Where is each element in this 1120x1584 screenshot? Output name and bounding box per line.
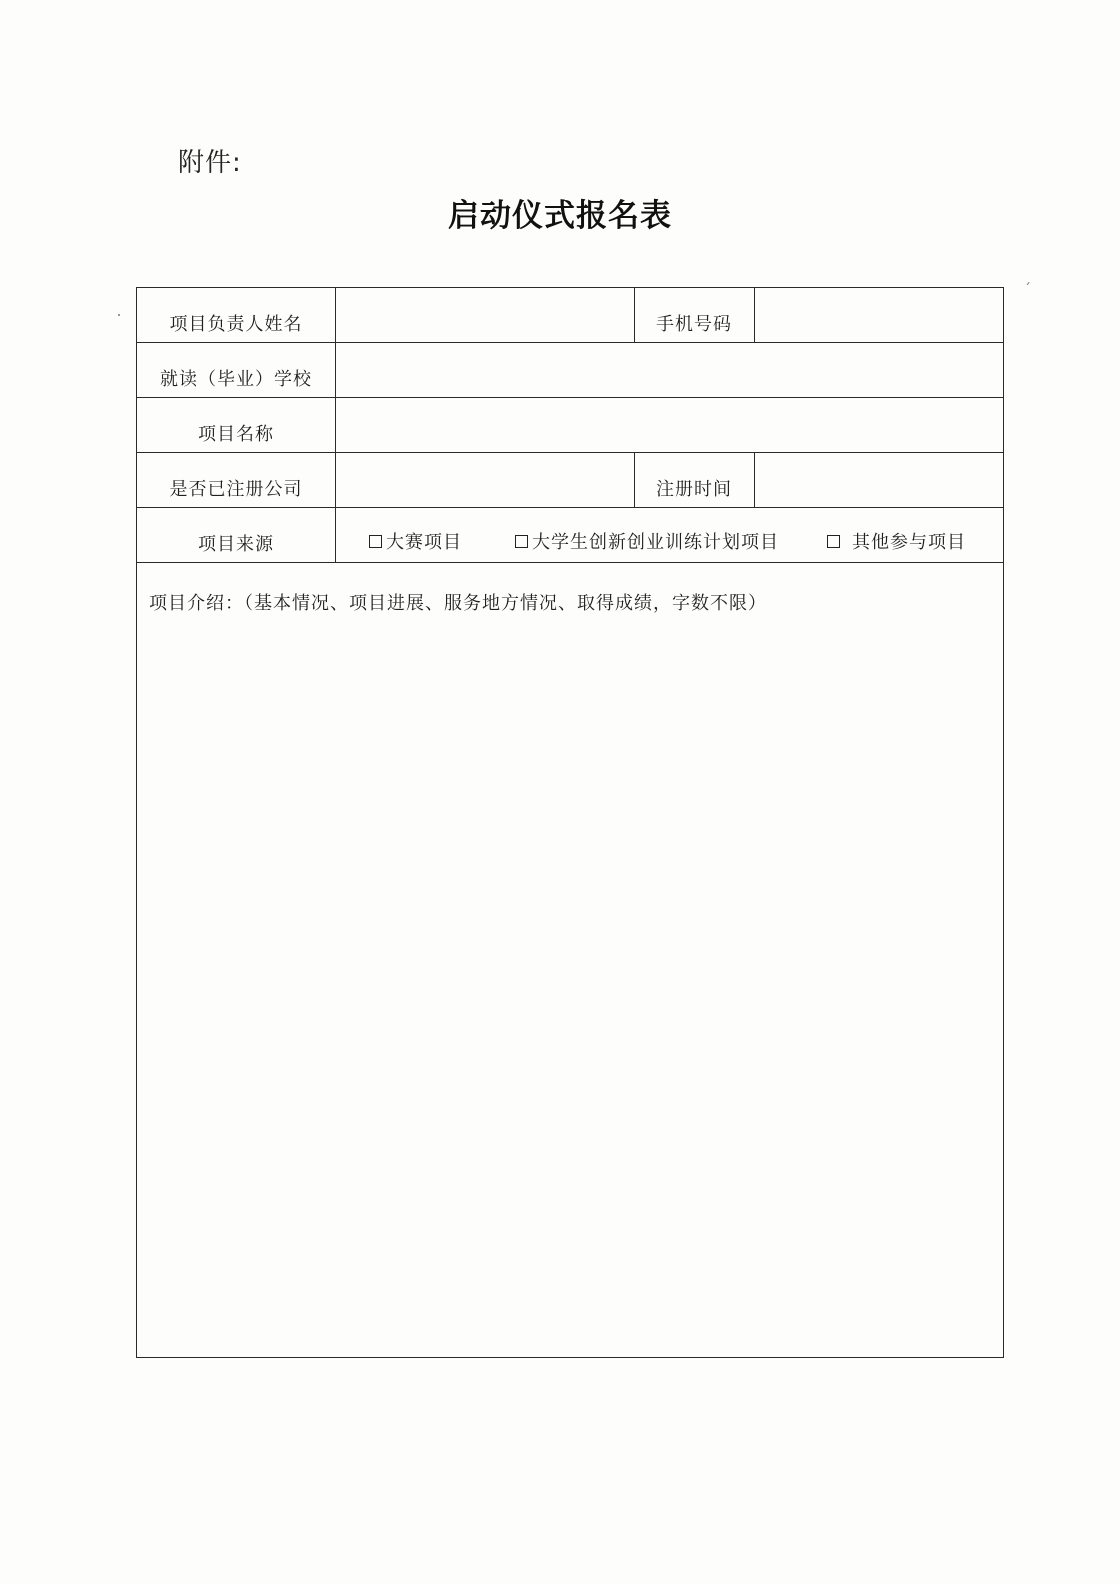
form-title: 启动仪式报名表 xyxy=(448,198,672,234)
scan-mark: ´ xyxy=(1024,282,1031,298)
phone-label: 手机号码 xyxy=(656,314,732,335)
project-intro-area[interactable] xyxy=(137,563,1003,1355)
checkbox-icon[interactable] xyxy=(515,535,528,548)
row-project-name xyxy=(137,398,1003,453)
registration-form xyxy=(136,287,1004,1358)
leader-name-label: 项目负责人姓名 xyxy=(169,314,303,335)
option-label: 大赛项目 xyxy=(386,532,462,553)
attachment-label: 附件: xyxy=(178,148,242,178)
project-source-label: 项目来源 xyxy=(198,534,274,555)
option-label: 大学生创新创业训练计划项目 xyxy=(532,532,779,553)
project-name-field[interactable] xyxy=(336,398,1003,452)
project-name-label: 项目名称 xyxy=(198,424,274,445)
scan-dot xyxy=(118,314,120,316)
row-school xyxy=(137,343,1003,398)
checkbox-icon[interactable] xyxy=(827,535,840,548)
registration-time-label: 注册时间 xyxy=(656,479,732,500)
leader-name-field[interactable] xyxy=(336,288,634,342)
option-competition[interactable] xyxy=(369,528,462,554)
checkbox-icon[interactable] xyxy=(369,535,382,548)
school-label: 就读（毕业）学校 xyxy=(160,369,312,390)
row-project-source xyxy=(137,508,1003,563)
project-intro-label: 项目介绍：（基本情况、项目进展、服务地方情况、取得成绩，字数不限） xyxy=(149,593,767,614)
registration-time-field[interactable] xyxy=(755,453,1003,507)
option-label: 其他参与项目 xyxy=(852,532,966,553)
option-innovation-training[interactable] xyxy=(515,528,779,554)
phone-field[interactable] xyxy=(755,288,1003,342)
row-leader-name xyxy=(137,288,1003,343)
company-registered-field[interactable] xyxy=(336,453,634,507)
option-other[interactable] xyxy=(827,528,966,554)
divider xyxy=(335,508,336,562)
row-company xyxy=(137,453,1003,508)
school-field[interactable] xyxy=(336,343,1003,397)
company-registered-label: 是否已注册公司 xyxy=(169,479,303,500)
